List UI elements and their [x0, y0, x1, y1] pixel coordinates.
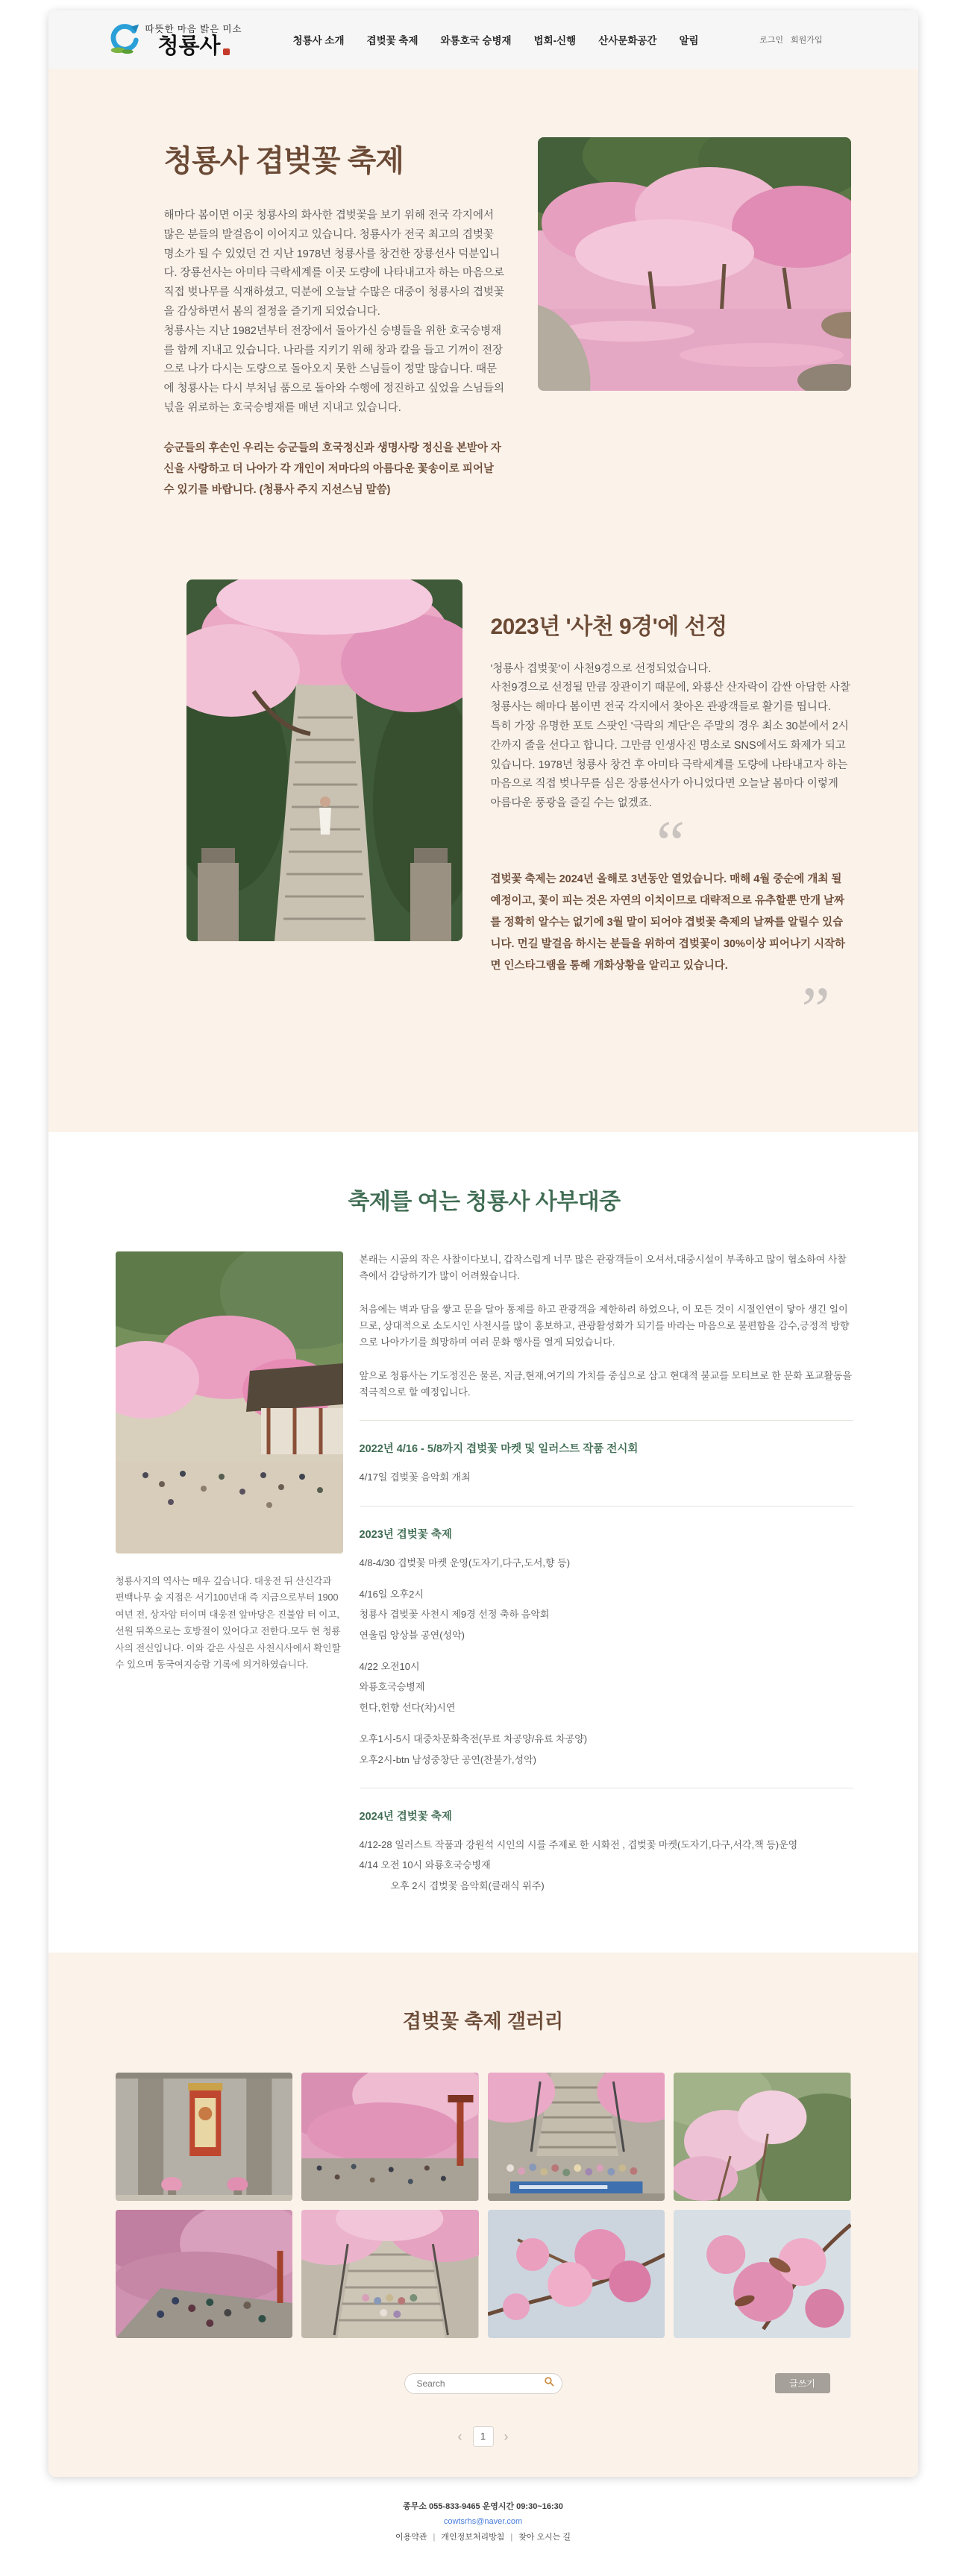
site-footer [0, 2477, 966, 2576]
footer-link-privacy[interactable]: 개인정보처리방침 [441, 2532, 505, 2542]
gallery-photo-5[interactable] [116, 2210, 293, 2338]
logo-title-text: 청룡사 [157, 34, 221, 58]
nav-item-notice[interactable]: 알림 [679, 35, 699, 46]
event-line: 오후1시-5시 대중차문화축전(무료 차공양/유료 차공양) [359, 1733, 588, 1745]
hero-blossom-photo [538, 137, 851, 391]
event-line: 연울림 앙상블 공연(성악) [359, 1629, 465, 1641]
divider [360, 1420, 853, 1421]
history-caption: 청룡사지의 역사는 매우 깊습니다. 대웅전 뒤 산신각과 편백나무 숲 지점은 서기100년대 즉 지금으로부터 1900여년 전, 상자암 터이며 대웅전 앞마당은 진불암 터 이고, 선원 뒤쪽으로는 호방절이 있어다고 전한다.모두 현 청룡사의 전신입니다. 이와 같은 사실은 사천시사에서 확인할 수 있으며 동국여지승람 기록에 의거하였습니다. [115, 1575, 341, 1671]
gallery-photo-7[interactable] [488, 2210, 665, 2338]
gallery-photo-2[interactable] [301, 2073, 479, 2201]
selection-paragraph-1: '청룡사 겹벚꽃'이 사천9경으로 선정되었습니다. [490, 662, 712, 675]
signup-link[interactable]: 회원가입 [790, 36, 823, 45]
gallery-photo-3[interactable] [488, 2073, 665, 2201]
hero-paragraph-1: 해마다 봄이면 이곳 청룡사의 화사한 겹벚꽃을 보기 위해 전국 각지에서 많은 분들의 발걸음이 이어지고 있습니다. 청룡사가 전국 최고의 겹벚꽃 명소가 될 수 있었던 건 지난 1978년 청룡사를 창건한 장룡선사 덕분입니다. 장룡선사는 아미타 극락세계를 이곳 도량에 나타내고자 하는 마음으로 직접 벚나무를 식재하셨고, 덕분에 오늘날 수많은 대중이 청룡사의 겹벚꽃을 감상하면서 봄의 절정을 즐기게 되었습니다. [163, 210, 504, 318]
logo-tagline: 따뜻한 마음 밝은 미소 [145, 23, 242, 34]
hero-highlight-quote: 승군들의 후손인 우리는 승군들의 호국정신과 생명사랑 정신을 본받아 자신을 사랑하고 더 나아가 각 개인이 저마다의 아름다운 꽃송이로 피어날 수 있기를 바랍니다. (청룡사 주지 지선스님 말씀) [163, 442, 501, 497]
event-2022-heading: 2022년 4/16 - 5/8까지 겹벚꽃 마켓 및 일러스트 작품 전시회 [359, 1443, 639, 1456]
event-line: 4/12-28 일러스트 작품과 강원석 시인의 시를 주제로 한 시화전 , 겹벚꽃 마켓(도자기,다구,서각,책 등)운영 [359, 1838, 798, 1850]
festival-quote-text: 겹벚꽃 축제는 2024년 올해로 3년동안 열었습니다. 매해 4월 중순에 개최 될 예정이고, 꽃이 피는 것은 자연의 이치이므로 대략적으로 유추할뿐 만개 날짜를 정확히 알수는 없기에 3월 말이 되어야 겹벚꽃 축제의 날짜를 알릴수 있습니다. 먼길 발걸음 하시는 분들을 위하여 겹벚꽃이 30%이상 피어나기 시작하면 인스타그램을 통해 개화상황을 알리고 있습니다. [490, 873, 846, 972]
selection-title: 2023년 '사천 9경'에 선정 [490, 614, 727, 639]
prev-page-icon[interactable]: ‹ [457, 2428, 462, 2444]
auth-links [759, 34, 822, 45]
gallery-section [48, 1953, 918, 2477]
event-line: 4/17일 겹벚꽃 음악회 개최 [359, 1471, 471, 1483]
gallery-title: 겹벚꽃 축제 갤러리 [402, 2009, 564, 2032]
footer-link-terms[interactable]: 이용약관 [395, 2532, 427, 2542]
site-header [48, 10, 918, 69]
selection-paragraph-2: 사천9경으로 선정될 만큼 장관이기 때문에, 와룡산 산자락이 감싼 아담한 사찰 청룡사는 해마다 봄이면 전국 각지에서 찾아온 관광객들로 활기를 띱니다. [490, 682, 851, 714]
temple-grounds-photo [116, 1251, 343, 1554]
nav-item-dharma[interactable]: 법회-신행 [533, 35, 577, 46]
dragon-logo-icon [107, 21, 141, 59]
pagination [116, 2426, 851, 2447]
event-line: 4/8-4/30 겹벚꽃 마켓 운영(도자기,다구,도서,향 등) [359, 1556, 571, 1568]
gallery-grid [116, 2073, 851, 2338]
next-page-icon[interactable]: › [504, 2428, 509, 2444]
event-line: 4/22 오전10시 [359, 1661, 420, 1673]
event-2024-heading: 2024년 겹벚꽃 축제 [359, 1810, 452, 1823]
site-logo[interactable] [107, 21, 242, 59]
page-number-1[interactable]: 1 [473, 2426, 494, 2447]
search-icon[interactable] [544, 2376, 554, 2390]
logo-title [158, 35, 230, 57]
event-2023 [360, 1526, 853, 1768]
event-2023-heading: 2023년 겹벚꽃 축제 [359, 1528, 452, 1541]
footer-links [0, 2530, 966, 2545]
quote-close-icon: ” [801, 973, 830, 1045]
write-post-button[interactable]: 글쓰기 [775, 2373, 830, 2393]
footer-office-info: 종무소 055-833-9465 운영시간 09:30~16:30 [403, 2501, 563, 2511]
main-card [48, 10, 918, 2477]
event-line: 와룡호국승병제 [359, 1681, 425, 1693]
search-input[interactable] [415, 2378, 539, 2390]
event-line: 4/16일 오후2시 [359, 1589, 424, 1600]
community-right-column [360, 1251, 853, 1909]
logo-seal-icon [223, 48, 230, 55]
community-paragraph-3: 앞으로 청룡사는 기도정진은 물론, 지금,현재,여기의 가치를 중심으로 삼고 현대적 불교를 모티브로 한 문화 포교활동을 적극적으로 할 예정입니다. [359, 1369, 853, 1398]
login-link[interactable]: 로그인 [759, 36, 783, 45]
community-paragraph-2: 처음에는 벽과 담을 쌓고 문을 달아 통제를 하고 관광객을 제한하려 하였으나, 이 모든 것이 시절인연이 닿아 생긴 일이므로, 상대적으로 소도시인 사천시를 많이 홍보하고, 관광활성화가 되기를 바라는 마음으로 불편함을 감수,긍정적 방향으로 나아가기를 희망하며 여러 문화 행사를 열게 되었습니다. [359, 1303, 850, 1348]
footer-link-directions[interactable]: 찾아 오시는 길 [518, 2532, 571, 2542]
event-line: 청룡사 겹벚꽃 사천시 제9경 선정 축하 음악회 [359, 1609, 550, 1621]
event-line: 4/14 오전 10시 와룡호국승병재 [359, 1859, 491, 1871]
hero-title: 청룡사 겹벚꽃 축제 [163, 145, 404, 178]
main-nav [293, 32, 699, 47]
nav-item-festival[interactable]: 겹벚꽃 축제 [366, 35, 418, 46]
gallery-photo-6[interactable] [301, 2210, 479, 2338]
gallery-photo-1[interactable] [116, 2073, 293, 2201]
event-2022 [360, 1440, 853, 1486]
stairs-photo [186, 579, 462, 941]
community-section [48, 1132, 918, 1953]
community-left-column [116, 1251, 343, 1909]
festival-quote-block [490, 806, 851, 1045]
event-line: 오후 2시 겹벚꽃 음악회(클래식 위주) [390, 1879, 545, 1891]
footer-separator: | [433, 2532, 436, 2542]
page [0, 10, 966, 2576]
search-box[interactable] [404, 2373, 562, 2394]
community-paragraph-1: 본래는 시골의 작은 사찰이다보니, 갑작스럽게 너무 많은 관광객들이 오셔서,대중시설이 부족하고 많이 협소하여 사찰측에서 감당하기가 많이 어려웠습니다. [359, 1253, 847, 1282]
footer-email-link[interactable]: cowtsrhs@naver.com [443, 2517, 523, 2527]
board-toolbar [116, 2372, 851, 2395]
logo-text-block [145, 22, 242, 57]
hero-section [48, 69, 918, 1132]
selection-text-column [490, 579, 851, 1045]
community-title: 축제를 여는 청룡사 사부대중 [348, 1189, 621, 1214]
hero-paragraph-2: 청룡사는 지난 1982년부터 전장에서 돌아가신 승병들을 위한 호국승병재를 함께 지내고 있습니다. 나라를 지키기 위해 창과 칼을 들고 기꺼이 전장으로 나가 다시는 도량으로 돌아오지 못한 스님들이 정말 많습니다. 때문에 청룡사는 다시 부처님 품으로 돌아와 수행에 정진하고 싶었을 스님들의 넋을 위로하는 호국승병재를 매년 지내고 있습니다. [163, 324, 504, 414]
nav-item-about[interactable]: 청룡사 소개 [292, 35, 345, 46]
nav-item-memorial[interactable]: 와룡호국 승병재 [440, 35, 512, 46]
selection-paragraph-3: 특히 가장 유명한 포토 스팟인 '극락의 계단'은 주말의 경우 최소 30분에서 2시간까지 줄을 선다고 합니다. 그만큼 인생사진 명소로 SNS에서도 화제가 되고 있습니다. 1978년 청룡사 창건 후 아미타 극락세계를 도량에 나타내고자 하는 마음으로 직접 벚나무를 심은 장룡선사가 아니었다면 오늘날 봄마다 이렇게 아름다운 풍광을 즐길 수는 없겠죠. [490, 720, 849, 810]
event-2024 [360, 1808, 853, 1894]
gallery-photo-8[interactable] [674, 2210, 851, 2338]
footer-separator: | [510, 2532, 513, 2542]
quote-open-icon: “ [656, 806, 686, 879]
divider [360, 1506, 853, 1507]
event-line: 헌다,헌향 선다(차)시연 [359, 1701, 456, 1713]
event-line: 오후2시-btn 남성중창단 공연(찬불가,성악) [359, 1753, 536, 1765]
hero-text-column [164, 137, 506, 501]
nav-item-culture[interactable]: 산사문화공간 [598, 35, 657, 46]
gallery-photo-4[interactable] [674, 2073, 851, 2201]
